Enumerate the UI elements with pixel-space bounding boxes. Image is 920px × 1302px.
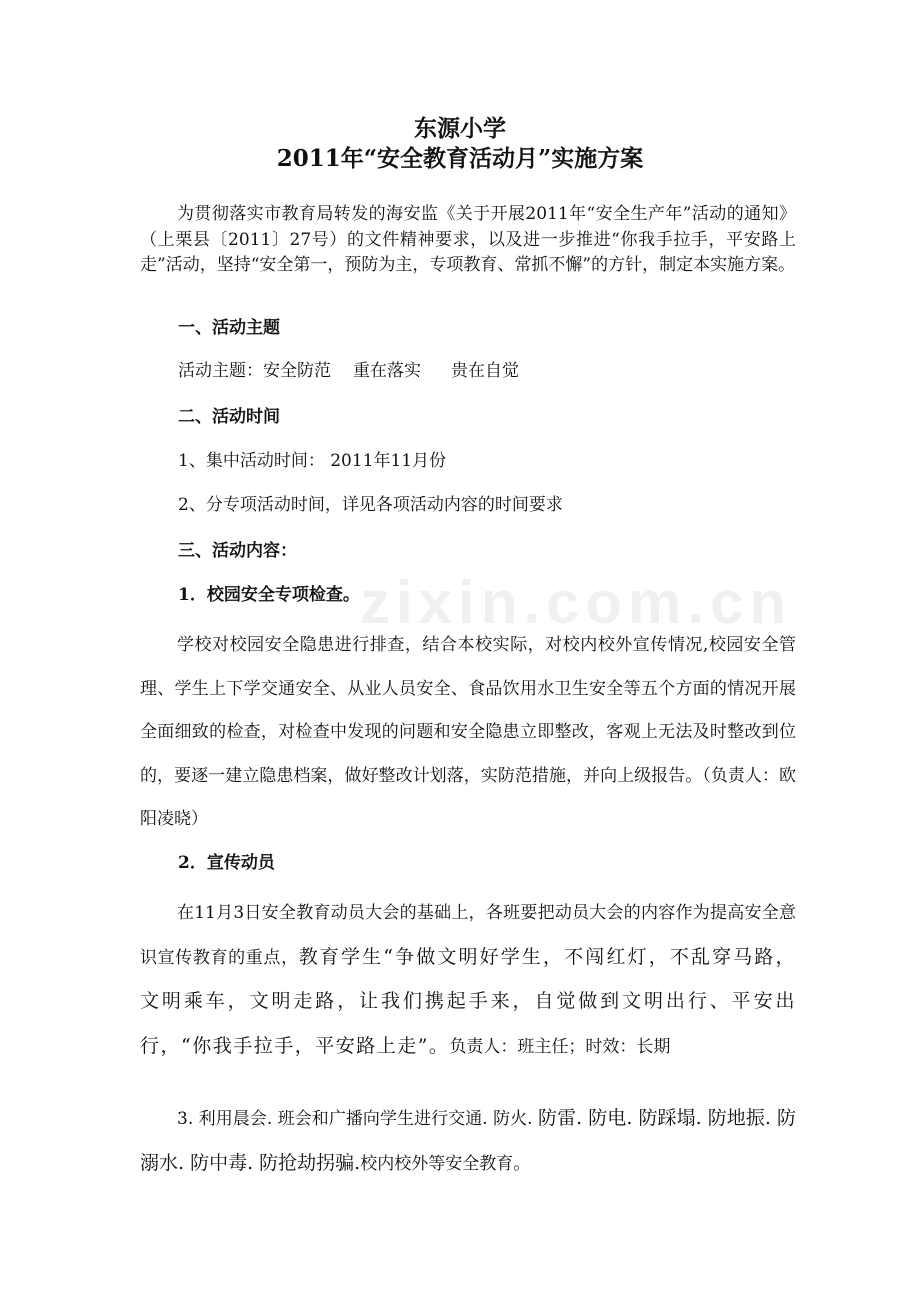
section-heading-theme: 一、活动主题	[178, 318, 280, 338]
safety-text-3: 校内校外等安全教育。	[360, 1154, 531, 1174]
subsection-heading-publicity: 2．宣传动员	[178, 853, 275, 873]
time-item-1: 1、集中活动时间： 2011年11月份	[178, 451, 447, 471]
safety-text-1: 3. 利用晨会. 班会和广播向学生进行交通. 防火.	[177, 1109, 533, 1129]
publicity-text-1: 在11月3日安全教育动员大会的基础上，各班要把动员大会的内容作为提高安全意识宣传教育的重点，	[140, 903, 796, 968]
publicity-text-2: 教育学生“争做文明好学生，不闯红灯，不乱穿马路，文明乘车，文明走路，让我们携起手来，自觉做到文明出行、平安出行，“你我手拉手，平安路上走”。	[140, 945, 797, 1057]
document-title-plan: 2011年“安全教育活动月”实施方案	[276, 145, 644, 172]
publicity-text-3: 负责人：班主任；时效：长期	[449, 1036, 671, 1057]
publicity-paragraph	[140, 892, 796, 1069]
theme-part2: 重在落实	[353, 361, 421, 381]
watermark: zixin.com.cn	[360, 569, 793, 636]
safety-text-2: 防雷. 防电. 防踩塌. 防地振. 防溺水. 防中毒. 防抢劫拐骗.	[140, 1107, 796, 1174]
theme-label: 活动主题：安全防范	[178, 361, 331, 381]
safety-education-paragraph	[140, 1096, 796, 1186]
theme-part3: 贵在自觉	[451, 361, 519, 381]
section-heading-time: 二、活动时间	[178, 407, 280, 427]
subsection-heading-inspection: 1．校园安全专项检查。	[178, 585, 360, 605]
time-item-2: 2、分专项活动时间，详见各项活动内容的时间要求	[178, 495, 563, 515]
document-title-school: 东源小学	[414, 115, 506, 142]
theme-line	[178, 359, 519, 383]
intro-paragraph: 为贯彻落实市教育局转发的海安监《关于开展2011年“安全生产年”活动的通知》（上栗县〔2011〕27号）的文件精神要求，以及进一步推进“你我手拉手，平安路上走”活动，坚持“安全第一，预防为主，专项教育、常抓不懈”的方针，制定本实施方案。	[140, 204, 796, 275]
section-heading-content: 三、活动内容：	[178, 541, 297, 561]
inspection-paragraph: 学校对校园安全隐患进行排查，结合本校实际，对校内校外宣传情况,校园安全管理、学生上下学交通安全、从业人员安全、食品饮用水卫生安全等五个方面的情况开展全面细致的检查，对检查中发现的问题和安全隐患立即整改，客观上无法及时整改到位的，要逐一建立隐患档案，做好整改计划落，实防范措施，并向上级报告。（负责人：欧阳凌晓）	[140, 635, 796, 829]
